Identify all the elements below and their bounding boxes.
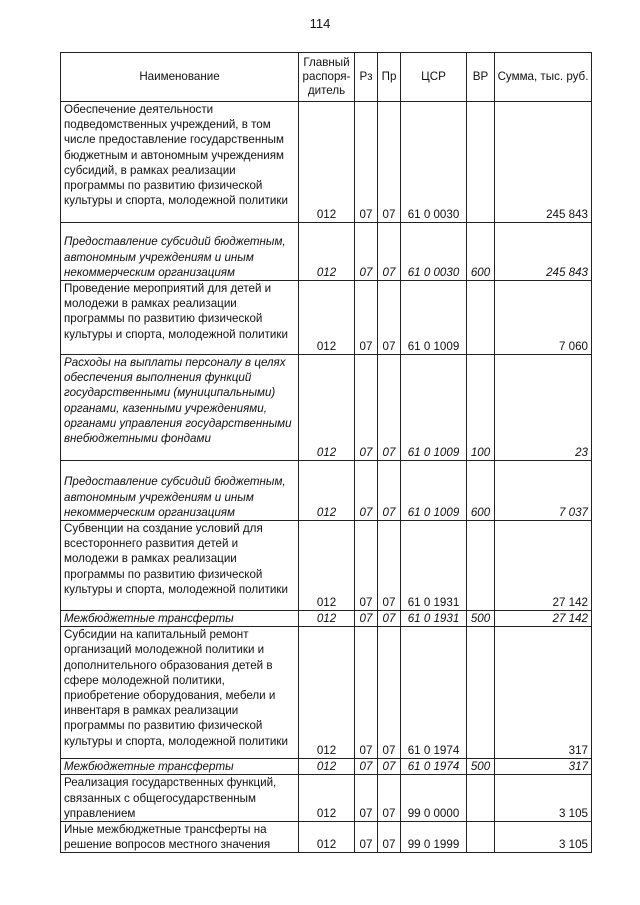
row-rz: 07: [355, 102, 378, 223]
row-sum: 7 060: [495, 281, 592, 355]
table-row: [61, 822, 592, 853]
table-row: [61, 355, 592, 461]
row-csr: 61 0 1009: [401, 355, 467, 461]
row-rz: 07: [355, 611, 378, 627]
header-rz: Рз: [355, 53, 378, 102]
row-vr: [467, 521, 495, 611]
row-sum: 3 105: [495, 775, 592, 822]
row-sum: 317: [495, 627, 592, 759]
row-pr: 07: [378, 627, 401, 759]
row-name: Предоставление субсидий бюджетным, автономным учреждениям и иным некоммерческим организациям: [61, 461, 299, 521]
table-row: [61, 281, 592, 355]
row-rz: 07: [355, 223, 378, 281]
row-rz: 07: [355, 521, 378, 611]
row-csr: 99 0 0000: [401, 775, 467, 822]
table-row: [61, 775, 592, 822]
row-sum: 23: [495, 355, 592, 461]
row-vr: [467, 627, 495, 759]
header-pr: Пр: [378, 53, 401, 102]
row-pr: 07: [378, 102, 401, 223]
row-admin: 012: [299, 822, 355, 853]
row-admin: 012: [299, 223, 355, 281]
row-csr: 61 0 0030: [401, 223, 467, 281]
row-csr: 61 0 1009: [401, 281, 467, 355]
row-pr: 07: [378, 461, 401, 521]
row-sum: 27 142: [495, 611, 592, 627]
row-sum: 245 843: [495, 102, 592, 223]
row-csr: 61 0 1931: [401, 521, 467, 611]
row-name: Предоставление субсидий бюджетным, автономным учреждениям и иным некоммерческим организациям: [61, 223, 299, 281]
row-sum: 27 142: [495, 521, 592, 611]
page-number: 114: [309, 16, 331, 31]
row-vr: 100: [467, 355, 495, 461]
header-sum: Сумма, тыс. руб.: [495, 53, 592, 102]
row-vr: 600: [467, 223, 495, 281]
header-name: Наименование: [61, 53, 299, 102]
row-rz: 07: [355, 759, 378, 775]
row-sum: 245 843: [495, 223, 592, 281]
row-csr: 61 0 1974: [401, 627, 467, 759]
row-csr: 61 0 1009: [401, 461, 467, 521]
header-row: [61, 53, 592, 102]
row-sum: 317: [495, 759, 592, 775]
row-pr: 07: [378, 759, 401, 775]
row-admin: 012: [299, 102, 355, 223]
row-vr: [467, 775, 495, 822]
row-admin: 012: [299, 611, 355, 627]
row-pr: 07: [378, 822, 401, 853]
row-pr: 07: [378, 223, 401, 281]
table-row: [61, 223, 592, 281]
row-rz: 07: [355, 775, 378, 822]
row-pr: 07: [378, 775, 401, 822]
row-vr: [467, 281, 495, 355]
row-csr: 61 0 1974: [401, 759, 467, 775]
row-rz: 07: [355, 822, 378, 853]
row-rz: 07: [355, 627, 378, 759]
row-vr: 500: [467, 611, 495, 627]
row-csr: 99 0 1999: [401, 822, 467, 853]
row-vr: 500: [467, 759, 495, 775]
row-admin: 012: [299, 355, 355, 461]
row-name: Межбюджетные трансферты: [61, 759, 299, 775]
row-admin: 012: [299, 281, 355, 355]
row-admin: 012: [299, 759, 355, 775]
row-name: Субсидии на капитальный ремонт организаций молодежной политики и дополнительного образования детей в сфере молодежной политики, приобретение оборудования, мебели и инвентаря в рамках реализации программы по развитию физической культуры и спорта, молодежной политики: [61, 627, 299, 759]
row-name: Обеспечение деятельности подведомственных учреждений, в том числе предоставление государственным бюджетным и автономным учреждениям субсидий, в рамках реализации программы по развитию физической культуры и спорта, молодежной политики: [61, 102, 299, 223]
row-name: Субвенции на создание условий для всестороннего развития детей и молодежи в рамках реализации программы по развитию физической культуры и спорта, молодежной политики: [61, 521, 299, 611]
row-pr: 07: [378, 355, 401, 461]
row-name: Реализация государственных функций, связанных с общегосударственным управлением: [61, 775, 299, 822]
row-pr: 07: [378, 521, 401, 611]
row-vr: 600: [467, 461, 495, 521]
table-row: [61, 521, 592, 611]
table-row: [61, 627, 592, 759]
table-row: [61, 461, 592, 521]
row-name: Проведение мероприятий для детей и молодежи в рамках реализации программы по развитию физической культуры и спорта, молодежной политики: [61, 281, 299, 355]
row-admin: 012: [299, 521, 355, 611]
row-admin: 012: [299, 775, 355, 822]
row-csr: 61 0 0030: [401, 102, 467, 223]
row-pr: 07: [378, 611, 401, 627]
row-vr: [467, 102, 495, 223]
row-rz: 07: [355, 281, 378, 355]
table-row: [61, 611, 592, 627]
row-csr: 61 0 1931: [401, 611, 467, 627]
row-pr: 07: [378, 281, 401, 355]
row-admin: 012: [299, 627, 355, 759]
row-name: Межбюджетные трансферты: [61, 611, 299, 627]
row-sum: 7 037: [495, 461, 592, 521]
row-rz: 07: [355, 355, 378, 461]
row-vr: [467, 822, 495, 853]
budget-table: [60, 52, 592, 853]
header-csr: ЦСР: [401, 53, 467, 102]
row-rz: 07: [355, 461, 378, 521]
table-row: [61, 102, 592, 223]
header-vr: ВР: [467, 53, 495, 102]
row-admin: 012: [299, 461, 355, 521]
header-admin: Главный распоря-дитель: [299, 53, 355, 102]
table-row: [61, 759, 592, 775]
row-name: Расходы на выплаты персоналу в целях обеспечения выполнения функций государственными (муниципальными) органами, казенными учреждениями, органами управления государственными внебюджетными фондами: [61, 355, 299, 461]
row-name: Иные межбюджетные трансферты на решение вопросов местного значения: [61, 822, 299, 853]
row-sum: 3 105: [495, 822, 592, 853]
